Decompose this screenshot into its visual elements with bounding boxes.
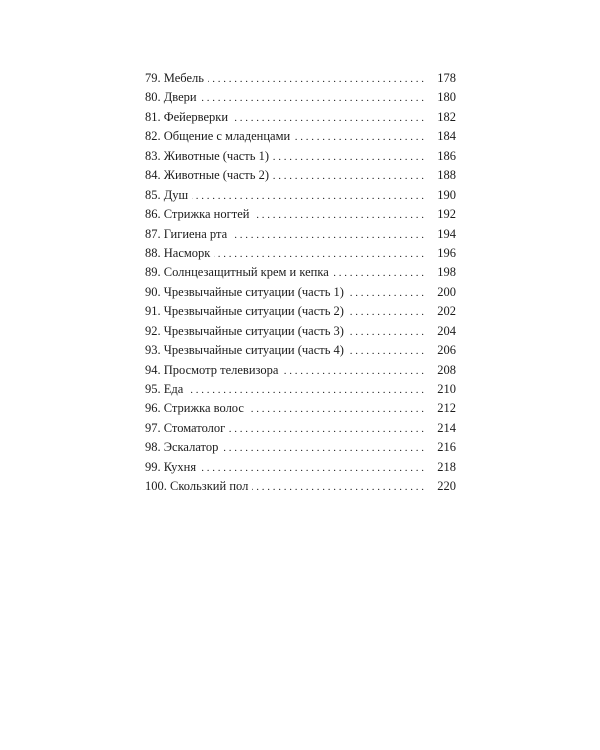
toc-entry-title — [145, 205, 253, 224]
toc-entry-number: 95. — [145, 382, 161, 396]
toc-entry-page-number: 200 — [437, 284, 456, 299]
toc-entry-name: Насморк — [163, 245, 211, 260]
toc-entry-name: Просмотр телевизора — [163, 362, 279, 377]
toc-entry-page-number: 178 — [437, 71, 456, 85]
toc-entry-page-number: 204 — [437, 323, 456, 338]
toc-entry-name: Чрезвычайные ситуации (часть 2) — [163, 304, 344, 319]
dot-leader — [201, 89, 424, 108]
dot-leader — [333, 264, 424, 283]
toc-entry[interactable] — [145, 127, 456, 146]
toc-entry-number: 100. — [145, 479, 167, 494]
toc-entry-number: 79. — [145, 71, 161, 85]
toc-entry-number: 99. — [145, 459, 161, 474]
toc-entry-number: 83. — [145, 148, 161, 163]
toc-entry-name: Животные (часть 1) — [163, 148, 270, 163]
toc-entry-name: Стрижка ногтей — [163, 207, 250, 222]
toc-entry-title — [145, 438, 222, 457]
toc-entry-name: Двери — [163, 90, 197, 105]
dot-leader — [232, 109, 424, 128]
toc-entry-page-number: 186 — [437, 148, 456, 163]
toc-entry-page-number: 190 — [437, 187, 456, 202]
toc-entry-name: Чрезвычайные ситуации (часть 3) — [163, 323, 344, 338]
dot-leader — [222, 439, 424, 458]
toc-entry[interactable] — [145, 88, 456, 107]
dot-leader — [192, 187, 424, 206]
toc-entry-page-number: 202 — [437, 304, 456, 319]
toc-entry-title — [145, 127, 294, 146]
toc-entry-title — [145, 69, 208, 88]
toc-entry-name: Стрижка волос — [163, 401, 244, 416]
toc-entry-number: 80. — [145, 90, 161, 105]
toc-entry-page-number: 206 — [437, 343, 456, 358]
toc-entry-number: 84. — [145, 168, 161, 183]
toc-entry-name: Кухня — [163, 459, 197, 474]
toc-entry-name: Еда — [163, 382, 184, 396]
toc-entry-page-number: 212 — [437, 401, 456, 416]
toc-entry-title — [145, 322, 348, 341]
toc-entry-number: 82. — [145, 129, 161, 144]
toc-entry-name: Стоматолог — [163, 420, 226, 435]
toc-entry-title — [145, 361, 282, 380]
toc-entry[interactable] — [145, 225, 456, 244]
toc-entry[interactable] — [145, 458, 456, 477]
toc-entry-page-number: 216 — [437, 440, 456, 455]
toc-entry-page-number: 188 — [437, 168, 456, 183]
toc-entry-number: 88. — [145, 245, 161, 260]
toc-entry-page-number: 194 — [437, 226, 456, 241]
toc-entry-number: 86. — [145, 207, 161, 222]
toc-entry[interactable] — [145, 244, 456, 263]
toc-entry-name: Мебель — [163, 71, 204, 85]
toc-entry-name: Гигиена рта — [163, 226, 228, 241]
dot-leader — [294, 128, 424, 147]
dot-leader — [187, 381, 424, 400]
dot-leader — [348, 303, 424, 322]
toc-entry-title — [145, 341, 348, 360]
toc-entry-name: Эскалатор — [163, 440, 219, 455]
dot-leader — [348, 342, 424, 361]
toc-entry-name: Душ — [163, 187, 189, 202]
toc-entry-title — [145, 380, 187, 399]
toc-entry-page-number: 214 — [437, 420, 456, 435]
toc-entry-page-number: 192 — [437, 207, 456, 222]
toc-entry-title — [145, 458, 200, 477]
toc-entry-title — [145, 147, 273, 166]
toc-entry-page-number: 208 — [437, 362, 456, 377]
dot-leader — [208, 70, 424, 89]
toc-entry-number: 96. — [145, 401, 161, 416]
toc-entry-name: Чрезвычайные ситуации (часть 4) — [163, 343, 344, 358]
toc-entry-name: Фейерверки — [163, 109, 229, 124]
toc-entry-number: 85. — [145, 187, 161, 202]
toc-entry-name: Скользкий пол — [170, 479, 249, 494]
dot-leader — [229, 420, 424, 439]
toc-entry-name: Чрезвычайные ситуации (часть 1) — [163, 284, 344, 299]
dot-leader — [348, 284, 424, 303]
toc-entry-title — [145, 477, 252, 496]
toc-entry[interactable] — [145, 419, 456, 438]
dot-leader — [273, 167, 424, 186]
toc-entry-title — [145, 186, 192, 205]
toc-entry-title — [145, 166, 273, 185]
toc-entry[interactable] — [145, 166, 456, 185]
toc-entry[interactable] — [145, 477, 456, 496]
toc-entry-title — [145, 283, 348, 302]
toc-entry[interactable] — [145, 341, 456, 360]
toc-entry-page-number: 198 — [437, 265, 456, 280]
toc-entry[interactable] — [145, 322, 456, 341]
toc-entry-title — [145, 225, 231, 244]
toc-entry-page-number: 220 — [437, 479, 456, 494]
toc-entry-number: 91. — [145, 304, 161, 319]
toc-entry-number: 81. — [145, 109, 161, 124]
toc-entry-page-number: 180 — [437, 90, 456, 105]
dot-leader — [348, 323, 424, 342]
dot-leader — [253, 206, 424, 225]
dot-leader — [214, 245, 424, 264]
toc-entry-number: 98. — [145, 440, 161, 455]
toc-entry-page-number: 196 — [437, 245, 456, 260]
toc-entry[interactable] — [145, 263, 456, 282]
toc-entry-title — [145, 302, 348, 321]
toc-entry[interactable] — [145, 438, 456, 457]
toc-entry[interactable] — [145, 361, 456, 380]
dot-leader — [282, 362, 424, 381]
table-of-contents — [145, 69, 456, 497]
toc-entry-number: 90. — [145, 284, 161, 299]
toc-entry-number: 94. — [145, 362, 161, 377]
toc-entry-name: Животные (часть 2) — [163, 168, 270, 183]
toc-entry-page-number: 184 — [437, 129, 456, 144]
dot-leader — [252, 478, 424, 497]
toc-entry-title — [145, 108, 232, 127]
toc-entry-number: 97. — [145, 420, 161, 435]
toc-entry-number: 89. — [145, 265, 161, 280]
toc-entry-page-number: 182 — [437, 109, 456, 124]
toc-entry-number: 87. — [145, 226, 161, 241]
toc-entry[interactable] — [145, 205, 456, 224]
toc-entry-page-number: 218 — [437, 459, 456, 474]
toc-entry[interactable] — [145, 380, 456, 399]
toc-entry-title — [145, 419, 229, 438]
toc-entry-title — [145, 88, 201, 107]
toc-entry-title — [145, 399, 248, 418]
toc-entry-page-number: 210 — [437, 382, 456, 396]
toc-entry[interactable] — [145, 399, 456, 418]
toc-entry-name: Солнцезащитный крем и кепка — [163, 265, 329, 280]
toc-entry-title — [145, 244, 214, 263]
toc-entry[interactable] — [145, 69, 456, 88]
dot-leader — [248, 400, 424, 419]
toc-entry-name: Общение с младенцами — [163, 129, 291, 144]
toc-entry-number: 93. — [145, 343, 161, 358]
toc-entry[interactable] — [145, 147, 456, 166]
dot-leader — [273, 148, 424, 167]
toc-entry[interactable] — [145, 108, 456, 127]
dot-leader — [231, 226, 424, 245]
toc-entry-number: 92. — [145, 323, 161, 338]
toc-entry-title — [145, 263, 333, 282]
toc-entry[interactable] — [145, 186, 456, 205]
dot-leader — [200, 459, 424, 478]
toc-entry[interactable] — [145, 283, 456, 302]
toc-entry[interactable] — [145, 302, 456, 321]
